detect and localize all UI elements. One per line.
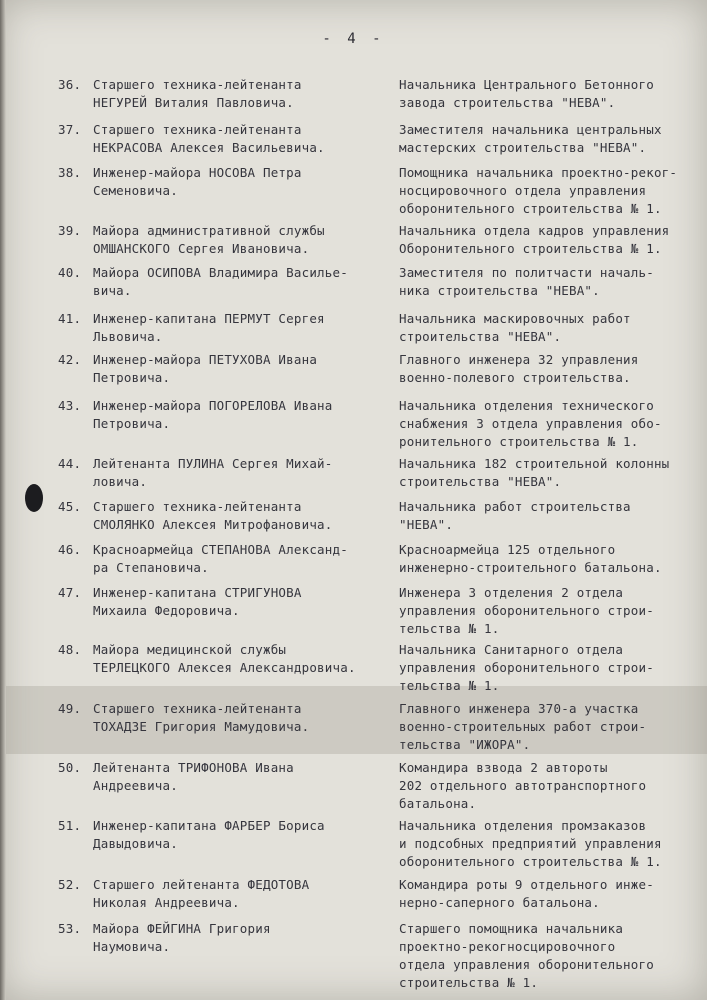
entry-name: Инженер-майора ПОГОРЕЛОВА Ивана Петровича. bbox=[93, 398, 333, 431]
entry-number: 53. bbox=[58, 921, 82, 936]
entry-position: Главного инженера 32 управления военно-полевого строительства. bbox=[399, 352, 639, 385]
entry-position: Начальника отделения технического снабжения 3 отдела управления обо- ронительного строительства № 1. bbox=[399, 398, 662, 449]
entry-name: Майора ОСИПОВА Владимира Василье- вича. bbox=[93, 265, 348, 298]
entry-number: 40. bbox=[58, 265, 82, 280]
entry-name: Красноармейца СТЕПАНОВА Александ- ра Степановича. bbox=[93, 542, 348, 575]
entry-number: 36. bbox=[58, 77, 82, 92]
entry-position: Командира роты 9 отдельного инже- нерно-саперного батальона. bbox=[399, 877, 654, 910]
entry-number: 48. bbox=[58, 642, 82, 657]
entry-position: Заместителя по политчасти началь- ника строительства "НЕВА". bbox=[399, 265, 654, 298]
entry-number: 44. bbox=[58, 456, 82, 471]
entry-name: Майора ФЕЙГИНА Григория Наумовича. bbox=[93, 921, 271, 954]
entry-position: Начальника Центрального Бетонного завода строительства "НЕВА". bbox=[399, 77, 654, 110]
entry-position: Помощника начальника проектно-реког- носцировочного отдела управления оборонительного строительства № 1. bbox=[399, 165, 678, 216]
entry-name: Старшего техника-лейтенанта НЕГУРЕЙ Виталия Павловича. bbox=[93, 77, 302, 110]
entry-name: Инженер-майора ПЕТУХОВА Ивана Петровича. bbox=[93, 352, 318, 385]
entry-number: 47. bbox=[58, 585, 82, 600]
entry-name: Лейтенанта ТРИФОНОВА Ивана Андреевича. bbox=[93, 760, 294, 793]
entry-position: Красноармейца 125 отдельного инженерно-строительного батальона. bbox=[399, 542, 662, 575]
entry-number: 46. bbox=[58, 542, 82, 557]
entry-position: Начальника 182 строительной колонны строительства "НЕВА". bbox=[399, 456, 670, 489]
entry-number: 43. bbox=[58, 398, 82, 413]
page-edge-shadow bbox=[0, 0, 6, 1000]
entry-name: Старшего техника-лейтенанта СМОЛЯНКО Алексея Митрофановича. bbox=[93, 499, 333, 532]
entry-name: Инженер-капитана ПЕРМУТ Сергея Львовича. bbox=[93, 311, 325, 344]
entry-name: Майора административной службы ОМШАНСКОГО Сергея Ивановича. bbox=[93, 223, 325, 256]
entry-position: Командира взвода 2 автороты 202 отдельного автотранспортного батальона. bbox=[399, 760, 647, 811]
entry-number: 41. bbox=[58, 311, 82, 326]
entry-name: Майора медицинской службы ТЕРЛЕЦКОГО Алексея Александровича. bbox=[93, 642, 356, 675]
entry-position: Заместителя начальника центральных мастерских строительства "НЕВА". bbox=[399, 122, 662, 155]
entry-name: Старшего техника-лейтенанта ТОХАДЗЕ Григория Мамудовича. bbox=[93, 701, 310, 734]
entry-name: Инженер-майора НОСОВА Петра Семеновича. bbox=[93, 165, 302, 198]
entry-position: Начальника Санитарного отдела управления оборонительного строи- тельства № 1. bbox=[399, 642, 654, 693]
entry-position: Начальника маскировочных работ строительства "НЕВА". bbox=[399, 311, 631, 344]
entry-position: Начальника отделения промзаказов и подсобных предприятий управления оборонительного строительства № 1. bbox=[399, 818, 662, 869]
entry-number: 42. bbox=[58, 352, 82, 367]
entry-name: Старшего техника-лейтенанта НЕКРАСОВА Алексея Васильевича. bbox=[93, 122, 325, 155]
entry-number: 51. bbox=[58, 818, 82, 833]
entry-name: Старшего лейтенанта ФЕДОТОВА Николая Андреевича. bbox=[93, 877, 310, 910]
entry-position: Старшего помощника начальника проектно-рекогносцировочного отдела управления оборонительного строительства № 1. bbox=[399, 921, 654, 990]
entry-position: Начальника работ строительства "НЕВА". bbox=[399, 499, 631, 532]
ink-blot bbox=[25, 484, 43, 512]
entry-number: 39. bbox=[58, 223, 82, 238]
entry-position: Главного инженера 370-а участка военно-строительных работ строи- тельства "ИЖОРА". bbox=[399, 701, 647, 752]
entry-number: 52. bbox=[58, 877, 82, 892]
entry-position: Инженера 3 отделения 2 отдела управления оборонительного строи- тельства № 1. bbox=[399, 585, 654, 636]
entry-number: 38. bbox=[58, 165, 82, 180]
entry-name: Лейтенанта ПУЛИНА Сергея Михай- ловича. bbox=[93, 456, 333, 489]
page-number: - 4 - bbox=[322, 31, 385, 47]
entry-number: 49. bbox=[58, 701, 82, 716]
entry-position: Начальника отдела кадров управления Оборонительного строительства № 1. bbox=[399, 223, 670, 256]
entry-number: 45. bbox=[58, 499, 82, 514]
entry-name: Инженер-капитана СТРИГУНОВА Михаила Федоровича. bbox=[93, 585, 302, 618]
entry-name: Инженер-капитана ФАРБЕР Бориса Давыдовича. bbox=[93, 818, 325, 851]
entry-number: 37. bbox=[58, 122, 82, 137]
entry-number: 50. bbox=[58, 760, 82, 775]
